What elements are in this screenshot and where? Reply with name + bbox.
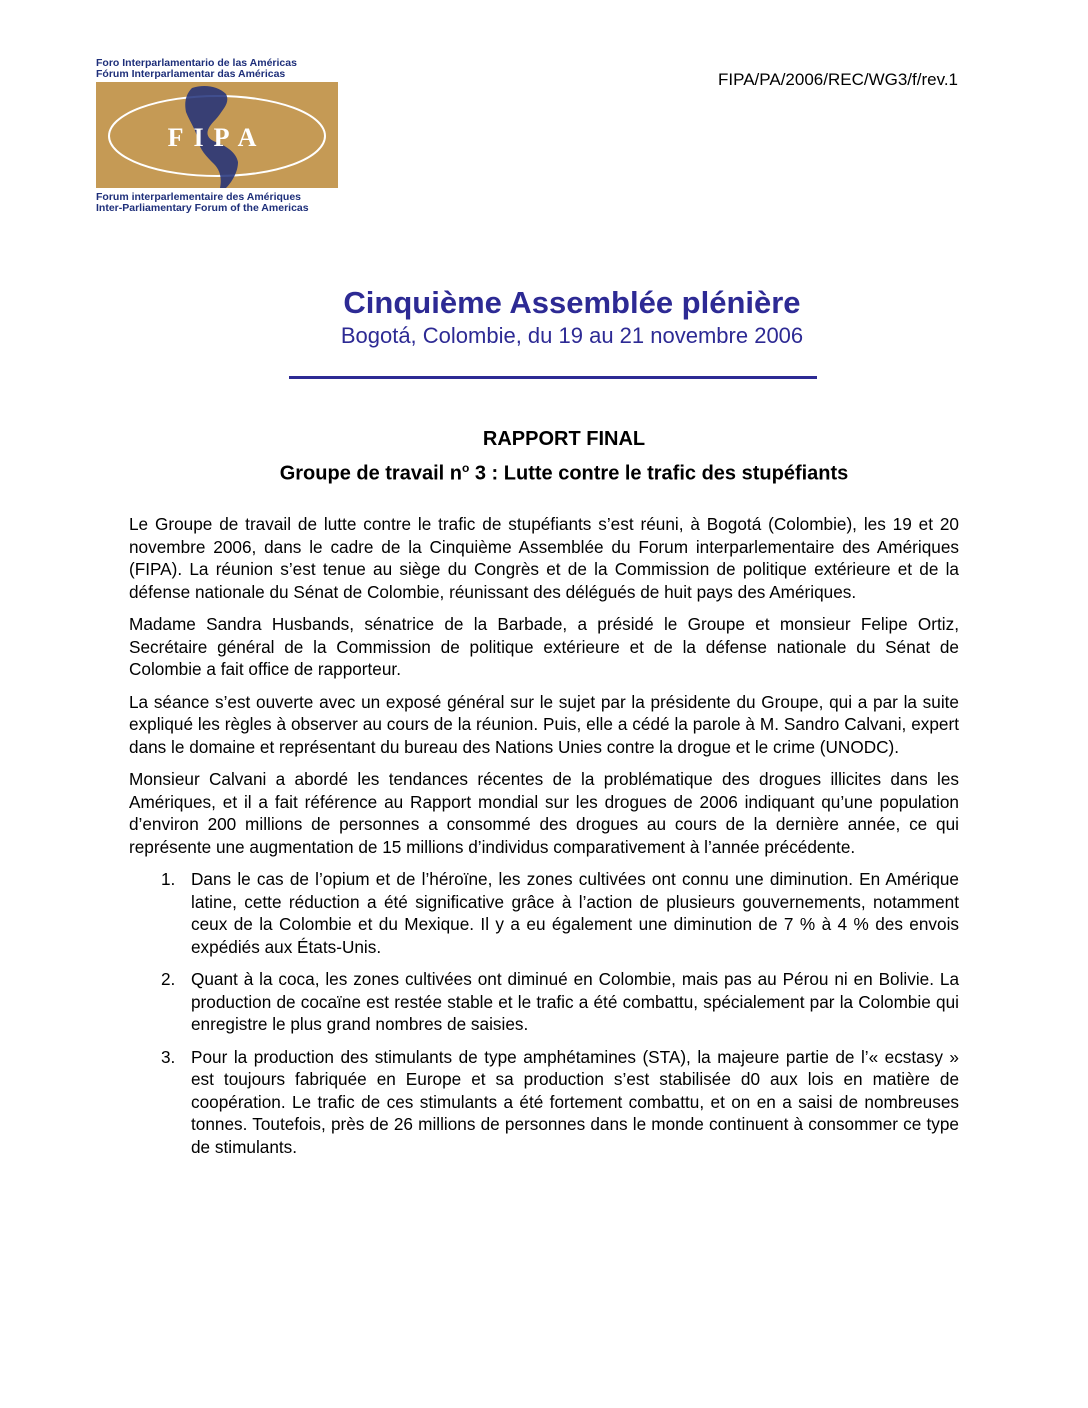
americas-globe-icon [96, 82, 338, 188]
paragraph: La séance s’est ouverte avec un exposé général sur le sujet par la présidente du Groupe, qui a par la suite expliqué les règles à observer au cours de la réunion. Puis, elle a cédé la parole à M. Sandro Calvani, expert dans le domaine et représentant du bureau des Nations Unies contre la drogue et le crime (UNODC). [129, 691, 959, 757]
report-heading: RAPPORT FINAL [482, 428, 646, 450]
list-item-number: 3. [161, 1046, 176, 1067]
list-item-text: Quant à la coca, les zones cultivées ont diminué en Colombie, mais pas au Pérou ni en Bolivie. La production de cocaïne est restée stable et le trafic a été combattu, spécialement par la Colombie qui enregistre le plus grand nombres de saisies. [191, 969, 959, 1034]
report-heading-block [0, 425, 1088, 489]
numbered-list [129, 868, 959, 1158]
paragraph: Madame Sandra Husbands, sénatrice de la Barbade, a présidé le Groupe et monsieur Felipe Ortiz, Secrétaire général de la Commission de politique extérieure et de la défense nationale du Sénat de Colombie a fait office de rapporteur. [129, 614, 959, 679]
list-item [129, 968, 959, 1036]
page-title: Cinquième Assemblée plénière [343, 285, 801, 320]
logo-top-line-1: Foro Interparlamentario de las Américas [96, 57, 297, 69]
group-superscript: o [461, 461, 470, 475]
list-item-text: Dans le cas de l’opium et de l’héroïne, les zones cultivées ont connu une diminution. En Amérique latine, cette réduction a été significative grâce à l’action de plusieurs gouvernements, notamment ceux de la Colombie et du Mexique. Il y a eu également une diminution de 7 % à 4 % des envois expédiés aux États-Unis. [191, 869, 959, 957]
working-group-heading [40, 454, 1088, 489]
page-subtitle: Bogotá, Colombie, du 19 au 21 novembre 2006 [340, 323, 804, 348]
list-item-number: 2. [161, 969, 176, 989]
document-reference: FIPA/PA/2006/REC/WG3/f/rev.1 [718, 70, 958, 89]
list-item-number: 1. [161, 869, 176, 889]
logo-acronym: FIPA [167, 123, 267, 152]
logo-top-line-2: Fórum Interparlamentar das Américas [96, 68, 286, 80]
list-item [129, 868, 959, 958]
paragraph: Monsieur Calvani a abordé les tendances récentes de la problématique des drogues illicites dans les Amériques, et il a fait référence au Rapport mondial sur les drogues de 2006 indiquant qu’une population d’environ 200 millions de personnes a consommé des drogues au cours de la dernière année, ce qui représente une augmentation de 15 millions d’individus comparativement à l’année précédente. [129, 769, 959, 857]
group-prefix: Groupe de travail n [279, 462, 462, 485]
assembly-header [0, 284, 1088, 350]
logo-bottom-line-2: Inter-Parliamentary Forum of the Americas [96, 202, 309, 214]
fipa-logo [96, 56, 338, 216]
logo-bottom-line-1: Forum interparlementaire des Amériques [96, 191, 302, 203]
group-suffix: 3 : Lutte contre le trafic des stupéfiants [469, 462, 849, 485]
report-body [129, 513, 959, 1168]
list-item [129, 1046, 959, 1159]
title-divider [289, 376, 817, 379]
paragraph: Le Groupe de travail de lutte contre le trafic de stupéfiants s’est réuni, à Bogotá (Colombie), les 19 et 20 novembre 2006, dans le cadre de la Cinquième Assemblée du Forum interparlementaire des Amériques (FIPA). La réunion s’est tenue au siège du Congrès et de la Commission de politique extérieure et de la défense nationale du Sénat de Colombie, réunissant des délégués de huit pays des Amériques. [129, 514, 959, 602]
list-item-text: Pour la production des stimulants de type amphétamines (STA), la majeure partie de l’« ecstasy » est toujours fabriquée en Europe et sa production s’est stabilisée d0 aux lois en matière de coopération. Le trafic de ces stimulants a été fortement combattu, et on en a saisi de nombreuses tonnes. Toutefois, près de 26 millions de personnes dans le monde continuent à consommer ce type de stimulants. [191, 1046, 959, 1157]
logo-emblem [96, 82, 338, 188]
